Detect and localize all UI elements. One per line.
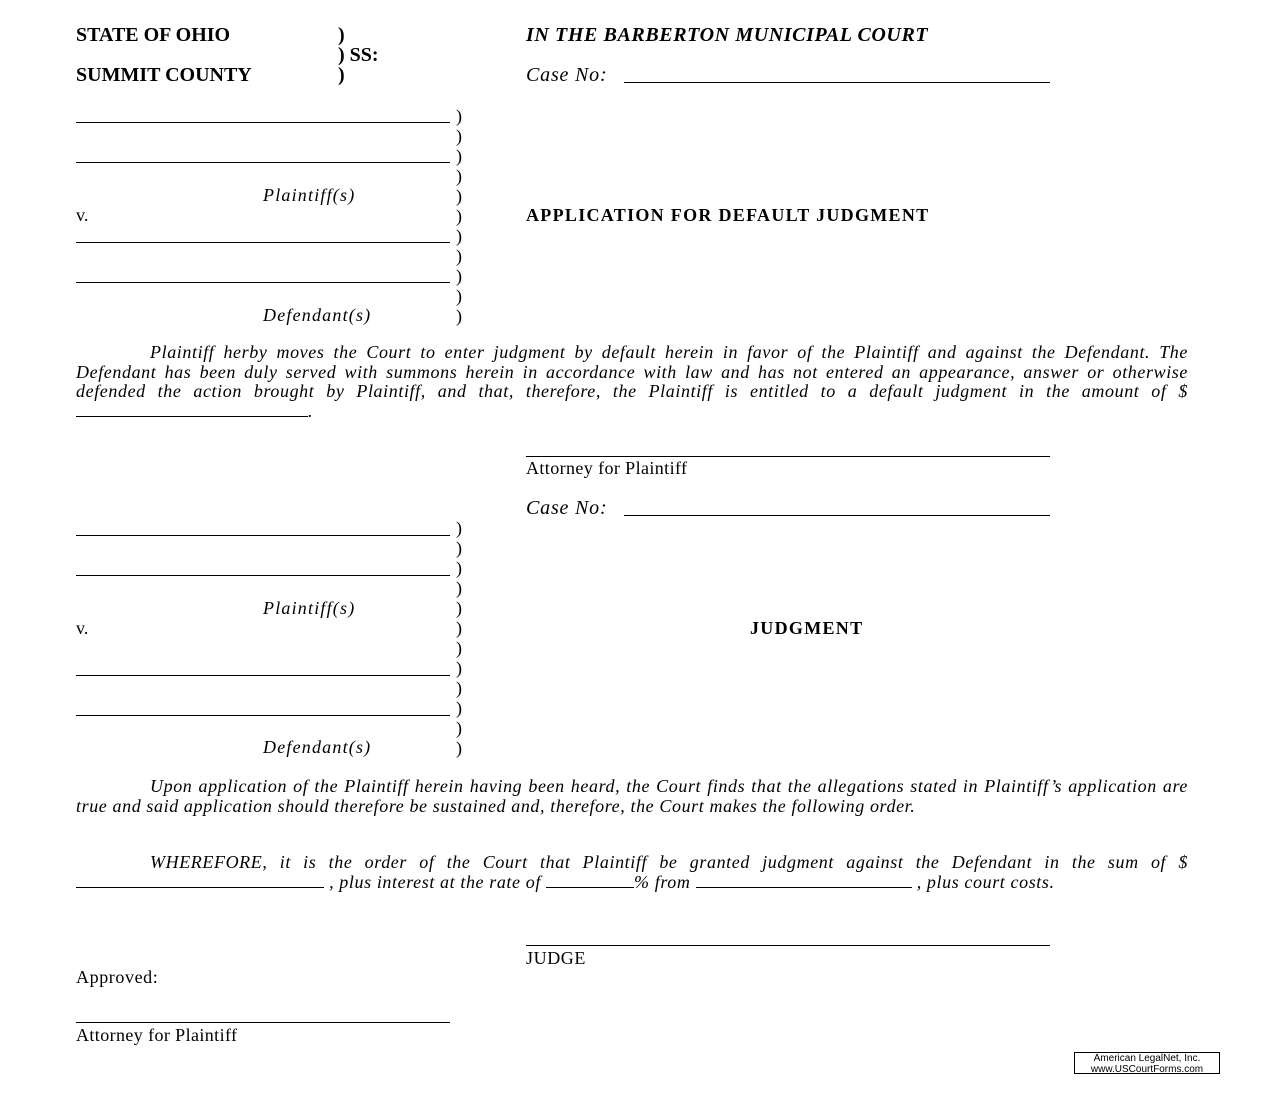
defendant-name-field[interactable] [76,675,450,676]
application-body [76,343,1188,421]
plaintiff-label: Plaintiff(s) [263,185,356,205]
interest-rate-field[interactable] [546,873,634,888]
paren: ) [456,658,462,678]
state-label: STATE OF OHIO [76,24,231,46]
judgment-order-text: , plus court costs. [916,871,1055,892]
paren: ) [456,678,462,698]
caption-paren-column [456,106,462,326]
paren: ) [456,146,462,166]
attorney-signature-line[interactable] [526,456,1050,457]
case-no-label: Case No: [526,497,608,519]
application-title: APPLICATION FOR DEFAULT JUDGMENT [526,205,930,225]
paren: ) [456,638,462,658]
caption-paren: ) [338,24,345,46]
plaintiff-label: Plaintiff(s) [263,598,356,618]
paren: ) [456,266,462,286]
paren: ) [456,538,462,558]
caption-paren: ) [338,64,345,86]
plaintiff-name-field[interactable] [76,122,450,123]
paren: ) [456,718,462,738]
amount-field[interactable] [76,402,308,417]
defendant-name-field[interactable] [76,242,450,243]
judgment-order-text: , plus interest at the rate of [329,871,541,892]
case-no-field[interactable] [624,82,1050,83]
judgment-sum-field[interactable] [76,873,324,888]
ss-label: ) SS: [338,44,379,66]
paren: ) [456,558,462,578]
approving-attorney-line[interactable] [76,1022,450,1023]
paren: ) [456,306,462,326]
approved-label: Approved: [76,967,159,987]
paren: ) [456,226,462,246]
paren: ) [456,738,462,758]
judge-label: JUDGE [526,948,586,968]
publisher-badge [1074,1052,1220,1074]
judgment-findings [76,777,1188,816]
publisher-name: American LegalNet, Inc. [1093,1053,1201,1064]
case-no-label: Case No: [526,64,608,86]
judgment-order-text: WHEREFORE, it is the order of the Court that Plaintiff be granted judgment against the Defendant in the sum of $ [150,852,1188,872]
paren: ) [456,206,462,226]
plaintiff-name-field[interactable] [76,575,450,576]
judge-signature-line[interactable] [526,945,1050,946]
defendant-name-field[interactable] [76,282,450,283]
publisher-website[interactable]: www.USCourtForms.com [1090,1063,1204,1075]
judgment-title: JUDGMENT [750,618,864,638]
paren: ) [456,106,462,126]
paren: ) [456,286,462,306]
defendant-label: Defendant(s) [263,305,372,325]
interest-date-field[interactable] [696,873,912,888]
paren: ) [456,598,462,618]
defendant-name-field[interactable] [76,715,450,716]
paren: ) [456,698,462,718]
court-name: IN THE BARBERTON MUNICIPAL COURT [526,24,929,46]
attorney-signature-label: Attorney for Plaintiff [526,458,688,478]
defendant-label: Defendant(s) [263,737,372,757]
versus-label: v. [76,205,89,225]
paren: ) [456,618,462,638]
paren: ) [456,126,462,146]
judgment-order [76,853,1188,892]
approving-attorney-label: Attorney for Plaintiff [76,1025,238,1045]
paren: ) [456,186,462,206]
judgment-findings-text: Upon application of the Plaintiff herein having been heard, the Court finds that the allegations stated in Plaintiff’s application are true and said application should therefore be sustained and, therefore, the Court makes the following order. [76,776,1188,816]
application-body-end: . [308,400,314,421]
paren: ) [456,166,462,186]
paren: ) [456,246,462,266]
plaintiff-name-field[interactable] [76,535,450,536]
versus-label: v. [76,618,89,638]
paren: ) [456,578,462,598]
application-body-text: Plaintiff herby moves the Court to enter judgment by default herein in favor of the Plaintiff and against the Defendant. The Defendant has been duly served with summons herein in accordance with law and has not entered an appearance, answer or otherwise defended the action brought by Plaintiff, and that, therefore, the Plaintiff is entitled to a default judgment in the amount of $ [76,342,1188,401]
case-no-field[interactable] [624,515,1050,516]
caption-paren-column [456,518,462,758]
paren: ) [456,518,462,538]
judgment-order-text: % from [634,871,691,892]
plaintiff-name-field[interactable] [76,162,450,163]
county-label: SUMMIT COUNTY [76,64,252,86]
